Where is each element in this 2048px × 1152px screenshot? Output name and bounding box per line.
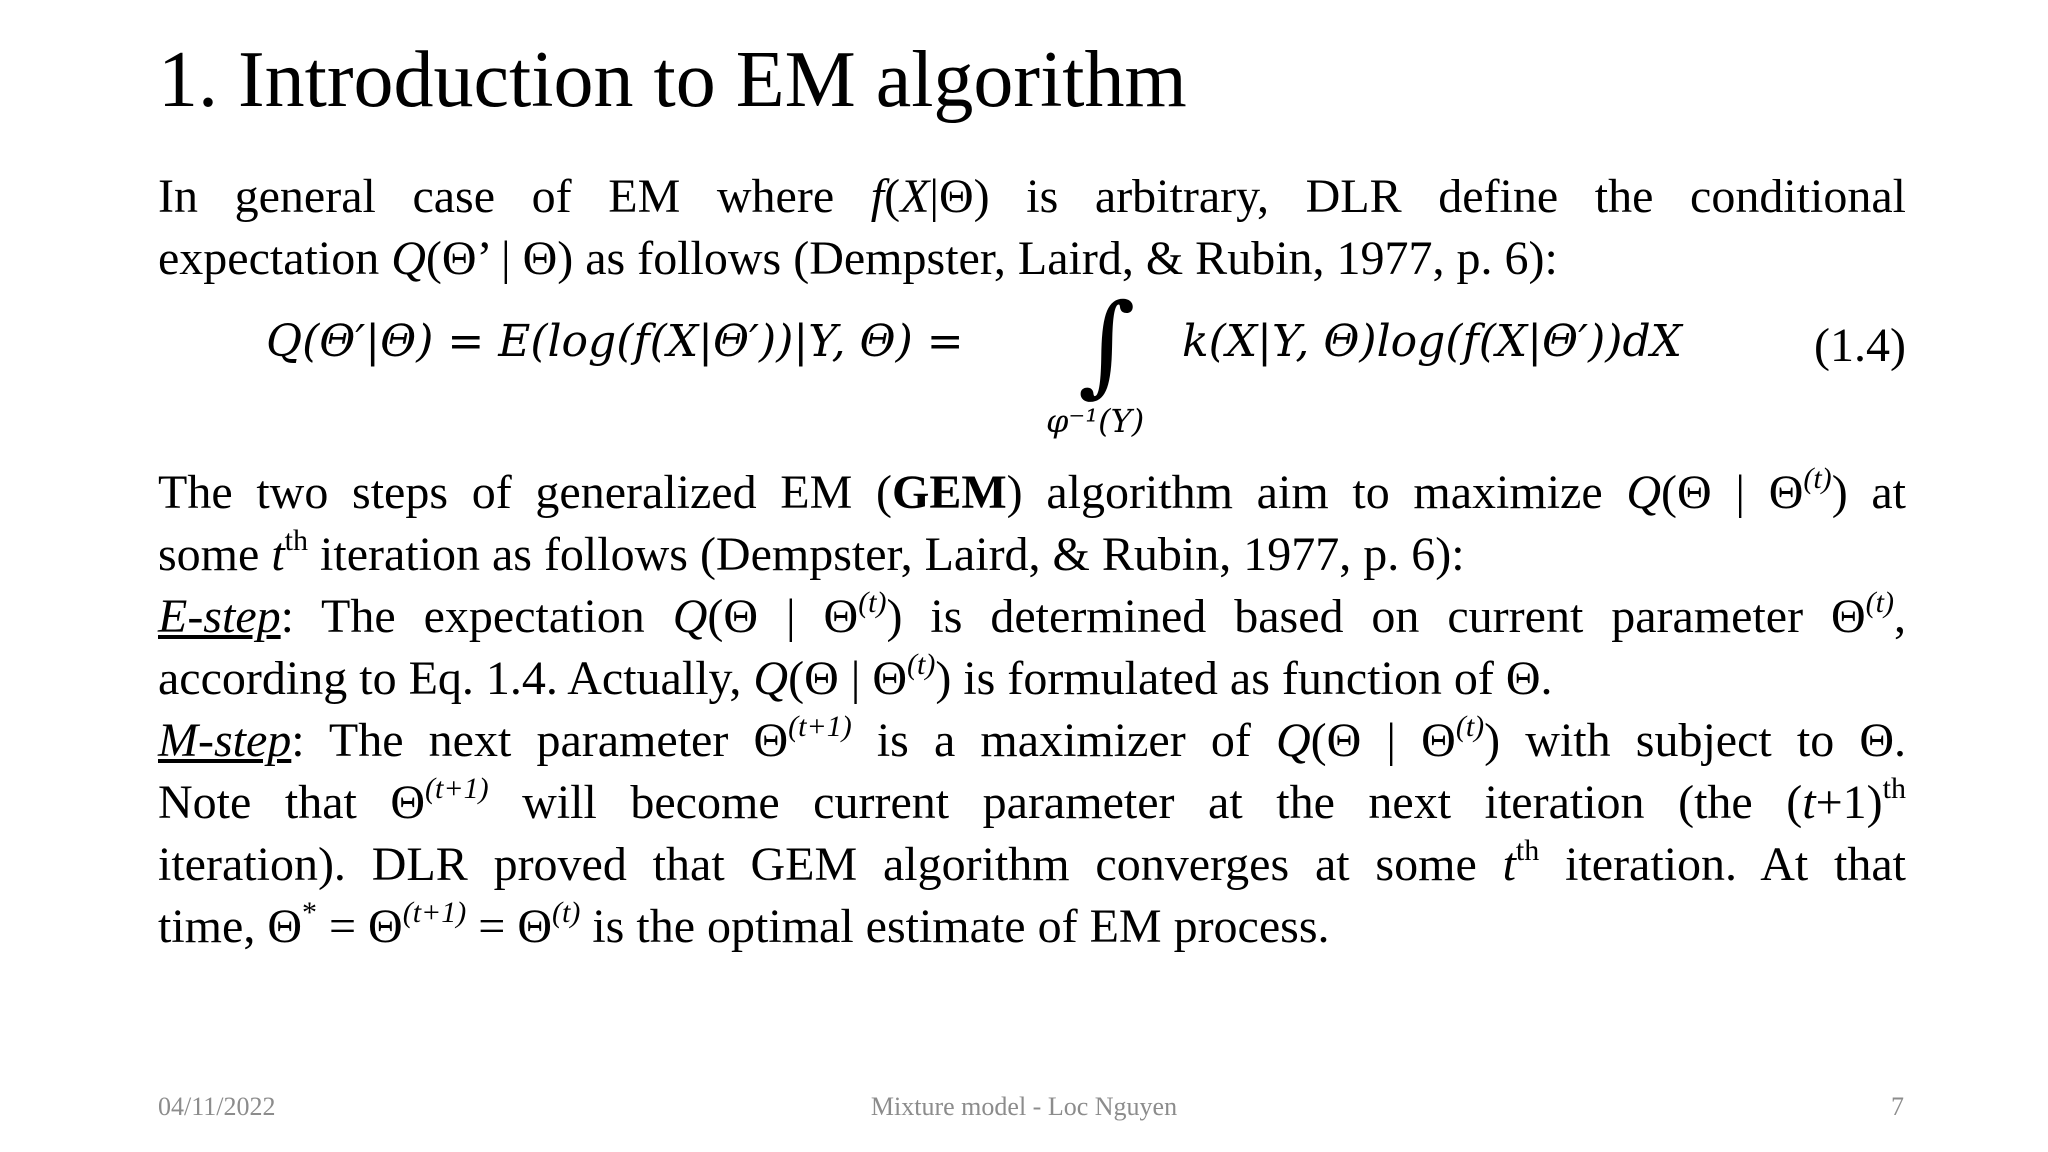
- text: (Θ’ | Θ) as follows (Dempster, Laird, & Rubin, 1977, p. 6):: [425, 232, 1558, 285]
- superscript-t: (t): [552, 896, 581, 929]
- estep-line: [158, 586, 1906, 648]
- text: +1): [1815, 776, 1883, 829]
- text: (Θ | Θ: [1661, 466, 1804, 519]
- text: : The expectation: [280, 590, 673, 643]
- gem-bold: GEM: [892, 466, 1007, 519]
- text: The two steps of generalized EM (: [158, 466, 892, 519]
- text: expectation: [158, 232, 392, 285]
- equation-integrand-text: k(X|Y, Θ)log(f(X|Θ′))dX: [1182, 316, 1682, 367]
- mstep-line: [158, 710, 1906, 772]
- math-X: X: [900, 170, 930, 223]
- math-t: t: [1802, 776, 1816, 829]
- superscript-star: *: [301, 896, 317, 929]
- superscript-th: th: [284, 524, 309, 557]
- paragraph-intro: [158, 166, 1906, 290]
- math-Q: Q: [753, 652, 789, 705]
- superscript-t: (t): [1865, 586, 1894, 619]
- mstep-label: M-step: [158, 714, 292, 767]
- gem-line-1: [158, 462, 1906, 524]
- superscript-t: (t): [1803, 462, 1832, 495]
- equation-lhs: [266, 316, 964, 367]
- text: (Θ | Θ: [707, 590, 859, 643]
- superscript-t-plus-1: (t+1): [788, 710, 852, 743]
- math-Q: Q: [672, 590, 708, 643]
- text: iteration. At that: [1539, 838, 1907, 891]
- iteration-line: [158, 834, 1906, 896]
- integral-sign: ∫: [1078, 280, 1136, 408]
- text: according to Eq. 1.4. Actually,: [158, 652, 754, 705]
- according-line: [158, 648, 1906, 710]
- text: Note that Θ: [158, 776, 426, 829]
- math-f: f: [870, 170, 885, 223]
- math-Q: Q: [391, 232, 426, 285]
- superscript-t: (t): [858, 586, 887, 619]
- slide-title: 1. Introduction to EM algorithm: [158, 36, 1187, 124]
- superscript-t-plus-1: (t+1): [402, 896, 467, 929]
- superscript-t-plus-1: (t+1): [425, 772, 489, 805]
- text: iteration). DLR proved that GEM algorithm converges at some: [158, 838, 1503, 891]
- math-Q: Q: [1275, 714, 1311, 767]
- text: ) at: [1831, 466, 1907, 519]
- text: ) algorithm aim to maximize: [1006, 466, 1627, 519]
- math-t: t: [1502, 838, 1516, 891]
- equation-1-4: [158, 280, 1906, 460]
- text: (Θ | Θ: [788, 652, 907, 705]
- superscript-th: th: [1882, 772, 1906, 805]
- footer-title: Mixture model - Loc Nguyen: [870, 1092, 1178, 1121]
- text: |Θ) is arbitrary, DLR define the conditional: [929, 170, 1906, 223]
- footer-date: 04/11/2022: [158, 1092, 276, 1121]
- superscript-t: (t): [907, 648, 936, 681]
- text: will become current parameter at the next iteration (the (: [488, 776, 1803, 829]
- text: (: [884, 170, 901, 223]
- text: iteration as follows (Dempster, Laird, & Rubin, 1977, p. 6):: [308, 528, 1465, 581]
- math-t: t: [271, 528, 285, 581]
- text: = Θ: [316, 900, 403, 953]
- estep-label: E-step: [158, 590, 281, 643]
- text: ) with subject to Θ.: [1484, 714, 1907, 767]
- paragraph-gem: [158, 462, 1906, 958]
- time-line: [158, 896, 1906, 958]
- text: ,: [1893, 590, 1906, 643]
- text: In general case of EM where: [158, 170, 871, 223]
- text: time, Θ: [158, 900, 302, 953]
- equation-number: (1.4): [1814, 319, 1906, 372]
- text: (Θ | Θ: [1310, 714, 1456, 767]
- superscript-th: th: [1515, 834, 1540, 867]
- text: = Θ: [466, 900, 553, 953]
- note-line: [158, 772, 1906, 834]
- integral-lower-limit: φ⁻¹(Y): [1046, 402, 1145, 440]
- paragraph-intro-line-2: [158, 228, 1906, 290]
- text: is the optimal estimate of EM process.: [580, 900, 1330, 953]
- text: some: [158, 528, 272, 581]
- math-Q: Q: [1626, 466, 1662, 519]
- equation-integrand: [1182, 316, 1682, 367]
- equation-lhs-text: Q(Θ′|Θ) = E(log(f(X|Θ′))|Y, Θ) =: [266, 316, 964, 367]
- superscript-t: (t): [1455, 710, 1485, 743]
- text: is a maximizer of: [851, 714, 1276, 767]
- gem-line-2: [158, 524, 1906, 586]
- paragraph-intro-line-1: [158, 166, 1906, 228]
- text: ) is determined based on current parameter Θ: [886, 590, 1866, 643]
- text: ) is formulated as function of Θ.: [935, 652, 1553, 705]
- footer-page-number: 7: [1891, 1092, 1904, 1121]
- text: : The next parameter Θ: [291, 714, 789, 767]
